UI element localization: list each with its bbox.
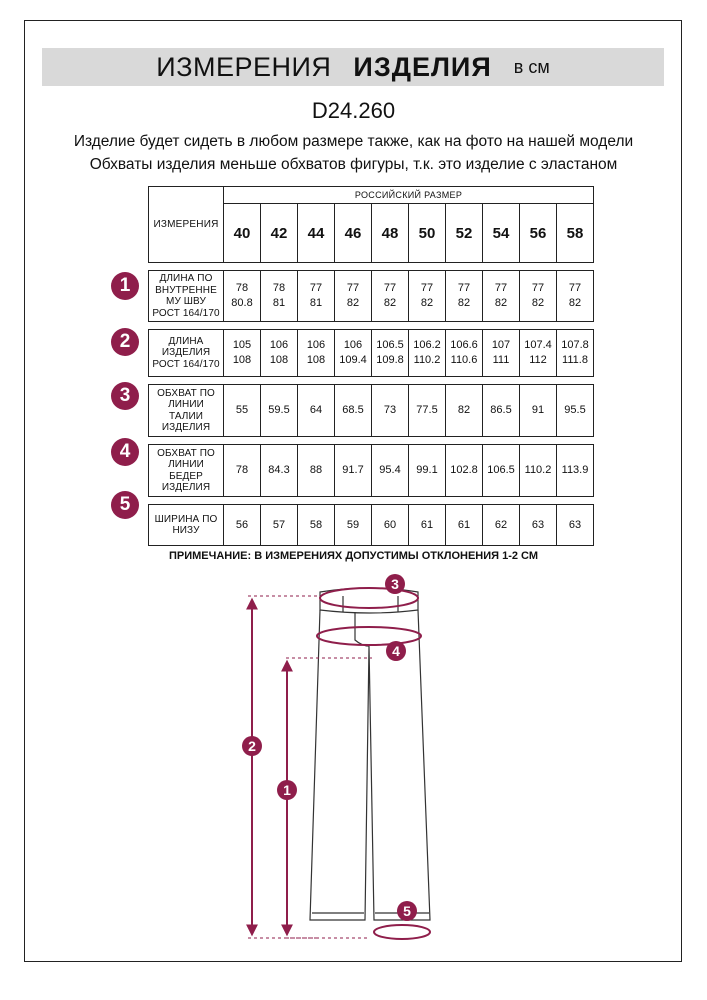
value-cell: [224, 330, 261, 377]
size-table: [148, 186, 594, 546]
value-cell: [224, 445, 261, 497]
row-gap: [149, 322, 594, 330]
value: 106.6: [450, 339, 478, 351]
value: 108: [232, 354, 252, 366]
value-cell: [372, 330, 409, 377]
value-cell: [483, 330, 520, 377]
value-cell: [372, 385, 409, 437]
table-row: [149, 385, 594, 437]
value: 91.7: [342, 464, 364, 476]
value-cell: [298, 330, 335, 377]
value-cell: [557, 505, 594, 546]
row-label-line: ДЛИНА ПО: [159, 273, 213, 284]
value-cell: [372, 445, 409, 497]
diagram-marker-1: [277, 780, 297, 800]
value-cell: [557, 271, 594, 322]
description-line-2: Обхваты изделия меньше обхватов фигуры, т.к. это изделие с эластаном: [89, 156, 618, 173]
size-46: 46: [335, 204, 372, 263]
value: 107: [491, 339, 511, 351]
value-cell: [261, 445, 298, 497]
row-label-line: ИЗДЕЛИЯ: [161, 347, 211, 359]
value: 78: [235, 282, 249, 294]
hem-loop: [374, 925, 430, 939]
row-label-line: ШИРИНА ПО: [154, 513, 218, 525]
value: 106.5: [376, 339, 404, 351]
value-cell: [335, 330, 372, 377]
size-44: 44: [298, 204, 335, 263]
size-header: РОССИЙСКИЙ РАЗМЕР: [224, 187, 594, 204]
value-cell: [335, 505, 372, 546]
value: 102.8: [450, 464, 478, 476]
value: 63: [531, 518, 545, 531]
row-badge-2: 2: [111, 328, 139, 356]
size-56: 56: [520, 204, 557, 263]
value-cell: [224, 385, 261, 437]
value: 59: [346, 518, 360, 531]
value: 109.8: [376, 354, 404, 366]
value: 82: [531, 297, 545, 309]
value: 80.8: [231, 297, 253, 309]
value: 82: [383, 297, 397, 309]
value-cell: [483, 271, 520, 322]
value: 78: [235, 464, 249, 476]
svg-text:5: 5: [403, 903, 411, 919]
value: 61: [420, 518, 434, 531]
value-cell: [557, 330, 594, 377]
row-badge-3: 3: [111, 382, 139, 410]
row-label-line: РОСТ 164/170: [152, 358, 220, 370]
value: 81: [272, 297, 286, 309]
value-cell: [409, 271, 446, 322]
value-cell: [298, 445, 335, 497]
value: 60: [383, 518, 397, 531]
value: 82: [494, 297, 508, 309]
row-label-line: ОБХВАТ ПО: [157, 447, 215, 459]
value: 58: [309, 518, 323, 531]
value: 68.5: [342, 404, 364, 416]
value: 57: [272, 518, 286, 531]
row-gap: [149, 377, 594, 385]
value: 108: [306, 354, 326, 366]
value: 99.1: [416, 464, 438, 476]
value: 77: [346, 282, 360, 294]
value: 110.2: [524, 464, 552, 476]
value: 107.4: [524, 339, 552, 351]
value: 77: [531, 282, 545, 294]
value-cell: [409, 505, 446, 546]
value: 59.5: [268, 404, 290, 416]
title-bar: [42, 48, 664, 86]
row-label-line: РОСТ 164/170: [152, 307, 220, 319]
row-badge-4: 4: [111, 438, 139, 466]
title-part1: ИЗМЕРЕНИЯ: [156, 51, 332, 82]
row-label-line: НИЗУ: [172, 525, 200, 536]
value: 106: [343, 339, 363, 351]
value-cell: [298, 505, 335, 546]
value-cell: [224, 271, 261, 322]
value-cell: [520, 445, 557, 497]
value-cell: [520, 385, 557, 437]
tolerance-note: ПРИМЕЧАНИЕ: В ИЗМЕРЕНИЯХ ДОПУСТИМЫ ОТКЛОНЕНИЯ 1-2 СМ: [168, 550, 539, 562]
value: 77: [309, 282, 323, 294]
measure-header: ИЗМЕРЕНИЯ: [149, 187, 224, 263]
size-50: 50: [409, 204, 446, 263]
svg-text:3: 3: [391, 576, 399, 592]
value: 77.5: [416, 404, 438, 416]
value: 78: [272, 282, 286, 294]
value-cell: [483, 445, 520, 497]
row-label-line: ДЛИНА: [168, 335, 204, 347]
value: 107.8: [561, 339, 589, 351]
row-label-line: ТАЛИИ: [168, 410, 204, 422]
title-part2: ИЗДЕЛИЯ: [353, 51, 492, 82]
value: 62: [494, 518, 508, 531]
value-cell: [446, 445, 483, 497]
row-badge-5: 5: [111, 491, 139, 519]
value-cell: [409, 445, 446, 497]
value: 73: [383, 404, 397, 416]
value-cell: [335, 271, 372, 322]
table-row: [149, 271, 594, 322]
value: 82: [568, 297, 582, 309]
row-label-line: ОБХВАТ ПО: [157, 387, 215, 399]
value-cell: [446, 385, 483, 437]
value-cell: [409, 330, 446, 377]
value: 112: [529, 354, 547, 366]
row-label-line: МУ ШВУ: [166, 296, 206, 307]
value: 91: [531, 404, 545, 416]
row-gap: [149, 263, 594, 271]
size-52: 52: [446, 204, 483, 263]
value: 110.6: [450, 354, 478, 366]
value: 56: [235, 518, 249, 531]
row-label: [149, 445, 224, 497]
value-cell: [557, 445, 594, 497]
value: 95.5: [564, 404, 586, 416]
value-cell: [298, 385, 335, 437]
value: 77: [457, 282, 471, 294]
value: 77: [420, 282, 434, 294]
row-label-line: ВНУТРЕННЕ: [155, 284, 217, 296]
value-cell: [261, 385, 298, 437]
value: 110.2: [413, 354, 441, 366]
row-label-line: ЛИНИИ: [168, 399, 204, 410]
value: 113.9: [561, 464, 589, 476]
trousers-diagram: [0, 570, 707, 960]
row-label-line: ИЗДЕЛИЯ: [161, 422, 211, 433]
waist-loop: [320, 588, 418, 608]
title-units: в см: [513, 56, 550, 77]
value: 82: [457, 404, 471, 416]
value-cell: [483, 385, 520, 437]
guide-lines: [248, 596, 372, 938]
value: 61: [457, 518, 471, 531]
table-row: [149, 505, 594, 546]
value: 109.4: [339, 354, 367, 366]
value: 111.8: [562, 354, 588, 366]
value: 77: [568, 282, 582, 294]
table-row: [149, 445, 594, 497]
value-cell: [446, 271, 483, 322]
value-cell: [372, 271, 409, 322]
size-48: 48: [372, 204, 409, 263]
value-cell: [409, 385, 446, 437]
diagram-marker-5: [397, 901, 417, 921]
size-58: 58: [557, 204, 594, 263]
model-code: D24.260: [311, 98, 396, 123]
value: 106.5: [487, 464, 515, 476]
row-gap: [149, 497, 594, 505]
value: 105: [232, 339, 252, 351]
size-42: 42: [261, 204, 298, 263]
value-cell: [520, 505, 557, 546]
value: 84.3: [268, 464, 290, 476]
value-cell: [446, 330, 483, 377]
row-label-line: БЕДЕР: [169, 470, 203, 482]
row-label: [149, 271, 224, 322]
value-cell: [557, 385, 594, 437]
table-row: [149, 330, 594, 377]
value-cell: [298, 271, 335, 322]
value-cell: [261, 271, 298, 322]
value-cell: [261, 330, 298, 377]
value-cell: [261, 505, 298, 546]
svg-text:4: 4: [392, 643, 400, 659]
value-cell: [224, 505, 261, 546]
diagram-marker-2: [242, 736, 262, 756]
value: 106: [269, 339, 289, 351]
value: 106.2: [413, 339, 441, 351]
diagram-marker-3: [385, 574, 405, 594]
value: 77: [383, 282, 397, 294]
row-label: [149, 385, 224, 437]
svg-text:2: 2: [248, 738, 256, 754]
value: 111: [492, 354, 510, 366]
value: 108: [269, 354, 289, 366]
value-cell: [372, 505, 409, 546]
row-label-line: ЛИНИИ: [168, 459, 204, 470]
value: 95.4: [379, 464, 401, 476]
value-cell: [335, 445, 372, 497]
trousers-outline: [310, 588, 430, 920]
value: 63: [568, 518, 582, 531]
value-cell: [483, 505, 520, 546]
value: 82: [457, 297, 471, 309]
row-badge-1: 1: [111, 272, 139, 300]
size-54: 54: [483, 204, 520, 263]
description-line-1: Изделие будет сидеть в любом размере также, как на фото на нашей модели: [73, 133, 634, 150]
svg-text:1: 1: [283, 782, 291, 798]
size-40: 40: [224, 204, 261, 263]
value-cell: [446, 505, 483, 546]
value: 86.5: [490, 404, 512, 416]
value: 106: [306, 339, 326, 351]
value: 82: [346, 297, 360, 309]
value-cell: [335, 385, 372, 437]
value: 64: [309, 404, 323, 416]
diagram-marker-4: [386, 641, 406, 661]
value: 82: [420, 297, 434, 309]
row-label: [149, 330, 224, 377]
row-label-line: ИЗДЕЛИЯ: [161, 482, 211, 493]
value-cell: [520, 271, 557, 322]
value-cell: [520, 330, 557, 377]
row-gap: [149, 437, 594, 445]
row-label: [149, 505, 224, 546]
hip-loop: [317, 627, 421, 645]
value: 81: [309, 297, 323, 309]
value: 88: [309, 464, 323, 476]
value: 77: [494, 282, 508, 294]
value: 55: [235, 404, 249, 416]
